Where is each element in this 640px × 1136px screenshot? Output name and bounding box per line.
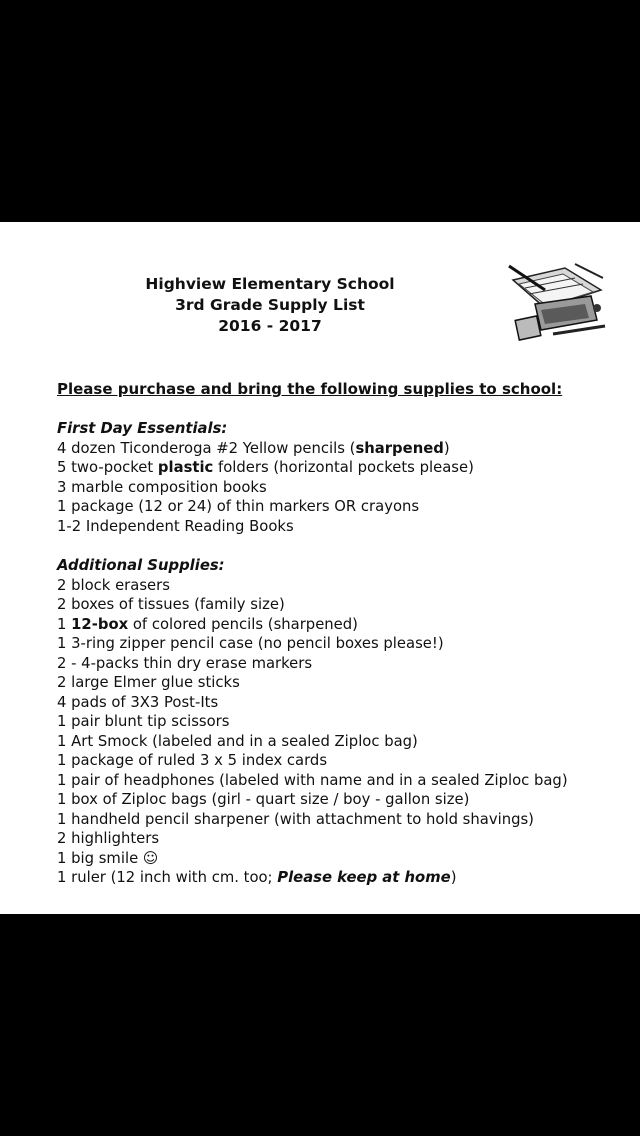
first-day-essentials-section xyxy=(57,419,474,536)
list-item: 2 large Elmer glue sticks xyxy=(57,674,240,691)
list-item: 1 3-ring zipper pencil case (no pencil boxes please!) xyxy=(57,635,444,652)
document-header xyxy=(100,274,440,337)
list-item: 1 pair blunt tip scissors xyxy=(57,713,230,730)
additional-supplies-section xyxy=(57,556,568,888)
school-name: Highview Elementary School xyxy=(145,275,395,293)
section-heading: First Day Essentials: xyxy=(57,420,228,437)
list-item: 1 box of Ziploc bags (girl - quart size / boy - gallon size) xyxy=(57,791,470,808)
list-item: 1 package (12 or 24) of thin markers OR crayons xyxy=(57,498,420,515)
list-item: 1 big smile ☺ xyxy=(57,849,159,867)
list-item: 1 package of ruled 3 x 5 index cards xyxy=(57,752,328,769)
list-item: 2 highlighters xyxy=(57,830,160,847)
list-item: 2 - 4-packs thin dry erase markers xyxy=(57,654,313,672)
list-item: 1 12-box of colored pencils (sharpened) xyxy=(57,615,358,633)
list-item: 1 Art Smock (labeled and in a sealed Ziploc bag) xyxy=(57,732,418,750)
list-item: 5 two-pocket plastic folders (horizontal pockets please) xyxy=(57,459,474,476)
list-item: 4 pads of 3X3 Post-Its xyxy=(57,693,219,711)
school-year: 2016 - 2017 xyxy=(218,317,322,335)
purchase-instruction: Please purchase and bring the following supplies to school: xyxy=(57,380,563,398)
supply-list-page xyxy=(0,222,640,914)
section-heading: Additional Supplies: xyxy=(57,557,225,574)
list-item: 1 pair of headphones (labeled with name and in a sealed Ziploc bag) xyxy=(57,771,568,789)
list-item: 4 dozen Ticonderoga #2 Yellow pencils (sharpened) xyxy=(57,439,450,457)
list-item: 2 block erasers xyxy=(57,576,170,594)
list-item: 2 boxes of tissues (family size) xyxy=(57,596,285,613)
list-item: 1 ruler (12 inch with cm. too; Please keep at home) xyxy=(57,869,457,886)
list-item: 3 marble composition books xyxy=(57,478,267,496)
school-supplies-clipart xyxy=(505,260,609,346)
list-item: 1 handheld pencil sharpener (with attachment to hold shavings) xyxy=(57,810,534,828)
list-item: 1-2 Independent Reading Books xyxy=(57,517,294,535)
list-title: 3rd Grade Supply List xyxy=(175,296,365,314)
